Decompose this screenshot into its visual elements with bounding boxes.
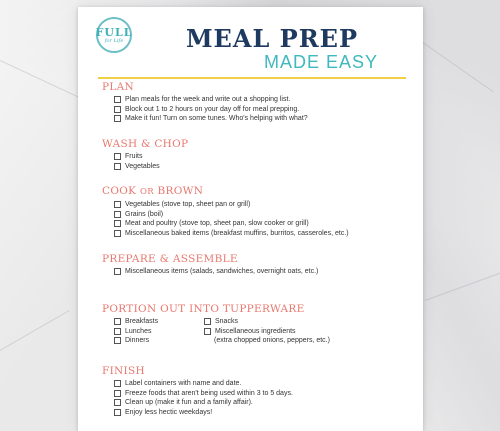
checkbox[interactable] — [114, 96, 121, 103]
checkbox[interactable] — [114, 163, 121, 170]
checklist-item[interactable] — [102, 219, 349, 229]
checklist-item[interactable] — [102, 379, 293, 389]
logo — [96, 17, 132, 53]
checkbox[interactable] — [114, 220, 121, 227]
checkbox[interactable] — [114, 328, 121, 335]
checklist-item[interactable] — [102, 229, 349, 239]
checklist-item[interactable] — [192, 317, 330, 327]
marble-vein — [0, 60, 82, 99]
item-label: Vegetables (stove top, sheet pan or grill) — [125, 201, 251, 209]
marble-vein — [425, 273, 500, 301]
heading-part: OR — [139, 187, 154, 197]
section-heading: PLAN — [102, 81, 135, 93]
item-label: Miscellaneous items (salads, sandwiches, overnight oats, etc.) — [125, 268, 319, 276]
section-heading: WASH & CHOP — [102, 138, 189, 150]
section-wash-chop — [102, 138, 188, 171]
page-title: MEAL PREP — [185, 24, 359, 53]
item-label: Freeze foods that aren't being used within 3 to 5 days. — [125, 389, 293, 397]
page-subtitle: MADE EASY — [263, 52, 378, 72]
section-portion-out — [102, 303, 330, 346]
item-label: Grains (boil) — [125, 210, 164, 218]
checkbox[interactable] — [114, 201, 121, 208]
checkbox[interactable] — [114, 268, 121, 275]
checkbox[interactable] — [204, 318, 211, 325]
checklist-item[interactable] — [102, 114, 308, 124]
item-label: Block out 1 to 2 hours on your day off for meal prepping. — [125, 105, 300, 113]
heading-part: COOK — [102, 185, 140, 197]
checklist-item[interactable] — [102, 389, 293, 399]
checklist-item[interactable] — [102, 408, 293, 418]
checkbox[interactable] — [114, 230, 121, 237]
checklist-item[interactable] — [102, 105, 308, 115]
section-heading: PREPARE & ASSEMBLE — [102, 253, 238, 265]
checklist-item[interactable] — [102, 317, 192, 327]
logo-brand: FULL — [95, 25, 133, 39]
item-label: Plan meals for the week and write out a shopping list. — [125, 96, 291, 104]
heading-part: BROWN — [153, 185, 204, 197]
item-label: Clean up (make it fun and a family affair). — [125, 399, 253, 407]
section-heading — [102, 185, 349, 199]
checklist-item[interactable] — [102, 210, 349, 220]
checklist-item[interactable] — [102, 162, 188, 172]
section-finish — [102, 365, 293, 417]
item-label: Vegetables — [125, 162, 160, 170]
section-heading: FINISH — [102, 365, 145, 377]
checklist-item[interactable] — [102, 336, 192, 346]
item-label: Snacks — [215, 318, 238, 326]
checkbox[interactable] — [114, 106, 121, 113]
marble-vein — [420, 40, 494, 92]
item-note: (extra chopped onions, peppers, etc.) — [214, 337, 330, 344]
checkbox[interactable] — [114, 318, 121, 325]
checkbox[interactable] — [114, 211, 121, 218]
checklist-item[interactable] — [102, 267, 318, 277]
section-heading: PORTION OUT INTO TUPPERWARE — [102, 303, 305, 315]
checklist-item[interactable] — [192, 327, 330, 337]
checklist-item[interactable] — [102, 95, 308, 105]
checklist-item[interactable] — [102, 327, 192, 337]
section-prepare-assemble — [102, 253, 318, 277]
checklist-item[interactable] — [102, 398, 293, 408]
item-label: Dinners — [125, 337, 150, 345]
logo-tagline: for Life — [104, 37, 124, 44]
checklist-sheet — [78, 7, 423, 431]
section-cook-brown — [102, 185, 349, 238]
item-label: Miscellaneous baked items (breakfast muffins, burritos, casseroles, etc.) — [125, 229, 349, 237]
checkbox[interactable] — [114, 337, 121, 344]
item-label: Breakfasts — [125, 318, 159, 326]
item-label: Label containers with name and date. — [125, 380, 242, 388]
checkbox[interactable] — [114, 399, 121, 406]
item-label: Meat and poultry (stove top, sheet pan, slow cooker or grill) — [125, 220, 309, 228]
checkbox[interactable] — [114, 390, 121, 397]
checkbox[interactable] — [114, 115, 121, 122]
item-label: Fruits — [125, 153, 143, 161]
marble-vein — [0, 310, 70, 351]
title-divider — [98, 77, 406, 79]
checkbox[interactable] — [204, 328, 211, 335]
checkbox[interactable] — [114, 380, 121, 387]
section-plan — [102, 81, 308, 124]
checkbox[interactable] — [114, 409, 121, 416]
item-label: Miscellaneous ingredients — [215, 327, 296, 335]
item-label: Enjoy less hectic weekdays! — [125, 408, 213, 416]
checklist-item[interactable] — [102, 200, 349, 210]
checkbox[interactable] — [114, 153, 121, 160]
checklist-item[interactable] — [102, 152, 188, 162]
item-label: Make it fun! Turn on some tunes. Who's helping with what? — [125, 115, 308, 123]
item-label: Lunches — [125, 327, 152, 335]
